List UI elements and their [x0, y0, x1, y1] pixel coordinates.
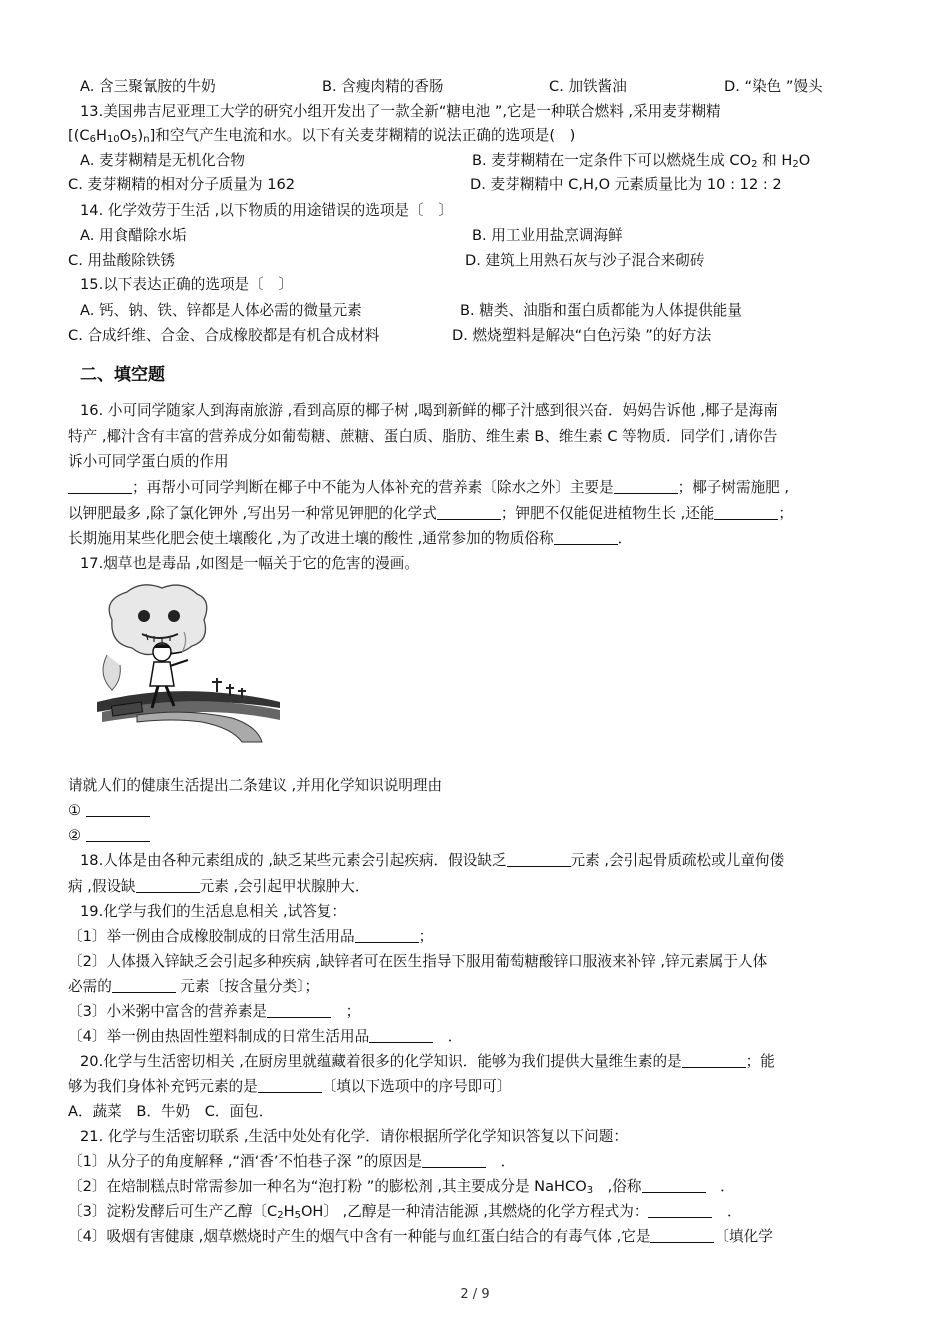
q16-blank-4[interactable] — [714, 505, 778, 520]
q19-blank-2[interactable] — [112, 978, 176, 993]
q14-stem: 14. 化学效劳于生活 ,以下物质的用途错误的选项是〔 〕 — [80, 202, 453, 219]
q13-option-a: A. 麦芽糊精是无机化合物 — [80, 152, 245, 169]
smoking-cartoon-image — [92, 580, 282, 745]
q21-blank-2[interactable] — [642, 1178, 706, 1193]
q20-line2: 够为我们身体补充钙元素的是 〔填以下选项中的序号即可〕 — [68, 1078, 512, 1095]
q19-part4: 〔4〕举一例由热固性塑料制成的日常生活用品 ． — [68, 1028, 463, 1045]
q18-line2: 病 ,假设缺 元素 ,会引起甲状腺肿大． — [68, 878, 370, 895]
q16-line4: ；再帮小可同学判断在椰子中不能为人体补充的营养素〔除水之外〕主要是 ；椰子树需施肥 , — [68, 477, 789, 499]
q15-option-c: C. 合成纤维、合金、合成橡胶都是有机合成材料 — [68, 327, 380, 344]
q18-line1: 18.人体是由各种元素组成的 ,缺乏某些元素会引起疾病．假设缺乏 元素 ,会引起骨质疏松或儿童佝偻 — [80, 852, 785, 869]
q16-blank-2[interactable] — [614, 479, 678, 494]
q20-blank-1[interactable] — [682, 1053, 746, 1068]
q19-part2-line1: 〔2〕人体摄入锌缺乏会引起多种疾病 ,缺锌者可在医生指导下服用葡萄糖酸锌口服液来补锌 ,锌元素属于人体 — [68, 953, 768, 970]
q15-option-b: B. 糖类、油脂和蛋白质都能为人体提供能量 — [460, 302, 742, 319]
q15-option-a: A. 钙、钠、铁、锌都是人体必需的微量元素 — [80, 302, 362, 319]
q19-part1: 〔1〕举一例由合成橡胶制成的日常生活用品 ； — [68, 928, 434, 945]
q18-blank-2[interactable] — [136, 878, 200, 893]
q21-blank-1[interactable] — [422, 1153, 486, 1168]
q14-option-c: C. 用盐酸除铁锈 — [68, 252, 176, 269]
q19-blank-1[interactable] — [355, 928, 419, 943]
q21-stem: 21. 化学与生活密切联系 ,生活中处处有化学．请你根据所学化学知识答复以下问题： — [80, 1128, 628, 1145]
q12-option-b: B. 含瘦肉精的香肠 — [322, 78, 444, 95]
q19-blank-3[interactable] — [267, 1003, 331, 1018]
q20-line1: 20.化学与生活密切相关 ,在厨房里就蕴藏着很多的化学知识．能够为我们提供大量维生素的是 ；能 — [80, 1053, 775, 1070]
q13-stem-line1: 13.美国弗吉尼亚理工大学的研究小组开发出了一款全新“糖电池 ”,它是一种联合燃料 ,采用麦芽糊精 — [80, 103, 721, 120]
q12-option-c: C. 加铁酱油 — [549, 78, 627, 95]
q21-part3: 〔3〕淀粉发酵后可生产乙醇〔$C_2H_5OH$〕 ,乙醇是一种清洁能源 ,其燃烧的化学方程式为： ． — [68, 1203, 742, 1221]
q16-blank-5[interactable] — [554, 530, 618, 545]
q21-blank-3[interactable] — [648, 1203, 712, 1218]
q13-option-d: D. 麦芽糊精中 C,H,O 元素质量比为 10 : 12 : 2 — [470, 176, 782, 193]
page-number: 2 / 9 — [460, 1287, 490, 1302]
q16-line6: 长期施用某些化肥会使土壤酸化 ,为了改进土壤的酸性 ,通常参加的物质俗称 ． — [68, 530, 633, 547]
q15-option-d: D. 燃烧塑料是解决“白色污染 ”的好方法 — [452, 327, 712, 344]
q18-blank-1[interactable] — [507, 852, 571, 867]
q21-part4: 〔4〕吸烟有害健康 ,烟草燃烧时产生的烟气中含有一种能与血红蛋白结合的有毒气体 ,它是 〔填化学 — [68, 1228, 773, 1245]
q13-option-c: C. 麦芽糊精的相对分子质量为 162 — [68, 176, 296, 193]
q16-line5: 以钾肥最多 ,除了氯化钾外 ,写出另一种常见钾肥的化学式 ；钾肥不仅能促进植物生长 ,还能 ； — [68, 505, 794, 522]
q16-line1: 16. 小可同学随家人到海南旅游 ,看到高原的椰子树 ,喝到新鲜的椰子汁感到很兴奋．妈妈告诉他 ,椰子是海南 — [80, 402, 778, 419]
q19-blank-4[interactable] — [369, 1028, 433, 1043]
q15-stem: 15.以下表达正确的选项是〔 〕 — [80, 276, 293, 293]
q19-stem: 19.化学与我们的生活息息相关 ,试答复： — [80, 903, 346, 920]
q12-option-a: A. 含三聚氰胺的牛奶 — [80, 78, 216, 95]
q17-suggestion-2: ② — [68, 825, 150, 847]
q13-stem-line2: $[(C_6H_{10}O_5)_n]$和空气产生电流和水。以下有关麦芽糊精的说法正确的选项是( ) — [68, 127, 576, 145]
q21-part2: 〔2〕在焙制糕点时常需参加一种名为“泡打粉 ”的膨松剂 ,其主要成分是 NaHCO$_3$ ,俗称 ． — [68, 1178, 735, 1196]
q17-stem: 17.烟草也是毒品 ,如图是一幅关于它的危害的漫画。 — [80, 555, 419, 572]
q14-option-d: D. 建筑上用熟石灰与沙子混合来砌砖 — [465, 252, 705, 269]
q17-prompt: 请就人们的健康生活提出二条建议 ,并用化学知识说明理由 — [68, 777, 443, 794]
q20-blank-2[interactable] — [258, 1078, 322, 1093]
q17-suggestion-1: ① — [68, 800, 150, 822]
q19-part2-line2: 必需的 元素〔按含量分类〕； — [68, 978, 320, 995]
q12-option-d: D. “染色 ”馒头 — [724, 78, 823, 95]
q19-part3: 〔3〕小米粥中富含的营养素是 ； — [68, 1003, 361, 1020]
q21-part1: 〔1〕从分子的角度解释 ,“酒‘香’不怕巷子深 ”的原因是 ． — [68, 1153, 516, 1170]
q14-option-a: A. 用食醋除水垢 — [80, 227, 187, 244]
q16-line2: 特产 ,椰汁含有丰富的营养成分如葡萄糖、蔗糖、蛋白质、脂肪、维生素 B、维生素 C 等物质．同学们 ,请你告 — [68, 428, 778, 445]
q16-blank-1[interactable] — [68, 479, 132, 494]
q16-line3: 诉小可同学蛋白质的作用 — [68, 453, 229, 470]
q21-blank-4[interactable] — [650, 1228, 714, 1243]
q13-option-b: B. 麦芽糊精在一定条件下可以燃烧生成 $CO_2$ 和 $H_2O$ — [472, 152, 811, 170]
q14-option-b: B. 用工业用盐烹调海鲜 — [472, 227, 623, 244]
section-title: 二、填空题 — [80, 365, 165, 385]
q17-blank-2[interactable] — [86, 827, 150, 842]
q17-blank-1[interactable] — [86, 802, 150, 817]
q20-options: A．蔬菜 B．牛奶 C．面包． — [68, 1103, 274, 1120]
q16-blank-3[interactable] — [437, 505, 501, 520]
